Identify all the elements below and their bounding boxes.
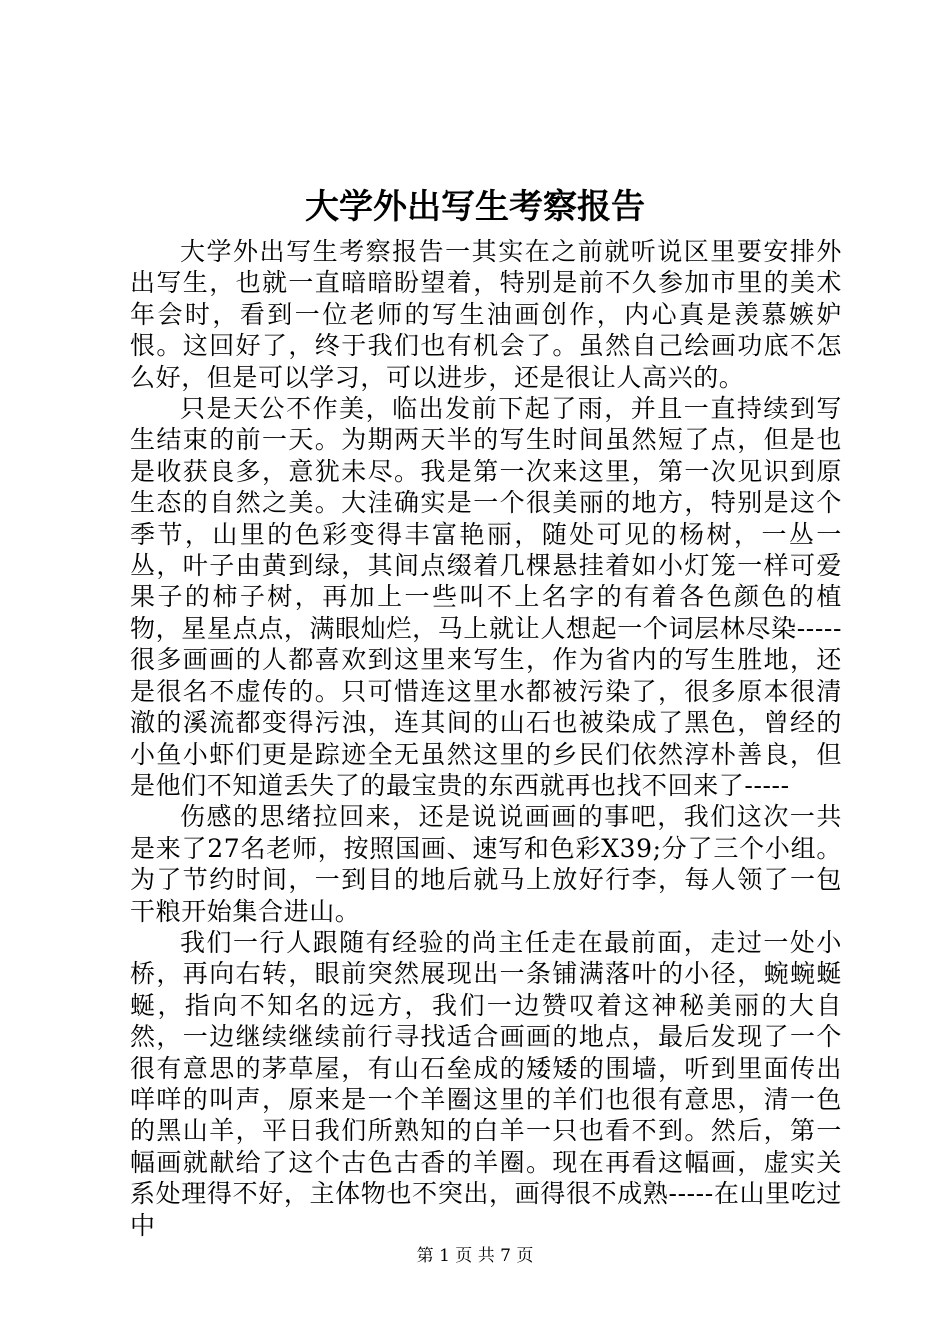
paragraph: 只是天公不作美，临出发前下起了雨，并且一直持续到写生结束的前一天。为期两天半的写生时间虽然短了点，但是也是收获良多，意犹未尽。我是第一次来这里，第一次见识到原生态的自然之美。大洼确实是一个很美丽的地方，特别是这个季节，山里的色彩变得丰富艳丽，随处可见的杨树，一丛一丛，叶子由黄到绿，其间点缀着几棵悬挂着如小灯笼一样可爱果子的柿子树，再加上一些叫不上名字的有着各色颜色的植物，星星点点，满眼灿烂，马上就让人想起一个词层林尽染-----很多画画的人都喜欢到这里来写生，作为省内的写生胜地，还是很名不虚传的。只可惜连这里水都被污染了，很多原本很清澈的溪流都变得污浊，连其间的山石也被染成了黑色，曾经的小鱼小虾们更是踪迹全无虽然这里的乡民们依然淳朴善良，但是他们不知道丢失了的最宝贵的东西就再也找不回来了----- bbox=[130, 394, 842, 800]
paragraph: 伤感的思绪拉回来，还是说说画画的事吧，我们这次一共是来了27名老师，按照国画、速写和色彩X39;分了三个小组。为了节约时间，一到目的地后就马上放好行李，每人领了一包干粮开始集合进山。 bbox=[130, 802, 842, 926]
document-title: 大学外出写生考察报告 bbox=[305, 187, 645, 227]
page-number-footer: 第 1 页 共 7 页 bbox=[416, 1246, 534, 1266]
document-body bbox=[130, 236, 842, 1241]
paragraph: 大学外出写生考察报告一其实在之前就听说区里要安排外出写生，也就一直暗暗盼望着，特别是前不久参加市里的美术年会时，看到一位老师的写生油画创作，内心真是羡慕嫉妒恨。这回好了，终于我们也有机会了。虽然自己绘画功底不怎么好，但是可以学习，可以进步，还是很让人高兴的。 bbox=[130, 237, 842, 392]
paragraph: 我们一行人跟随有经验的尚主任走在最前面，走过一处小桥，再向右转，眼前突然展现出一条铺满落叶的小径，蜿蜿蜒蜒，指向不知名的远方，我们一边赞叹着这神秘美丽的大自然，一边继续继续前行寻找适合画画的地点，最后发现了一个很有意思的茅草屋，有山石垒成的矮矮的围墙，听到里面传出咩咩的叫声，原来是一个羊圈这里的羊们也很有意思，清一色的黑山羊，平日我们所熟知的白羊一只也看不到。然后，第一幅画就献给了这个古色古香的羊圈。现在再看这幅画，虚实关系处理得不好，主体物也不突出，画得很不成熟-----在山里吃过中 bbox=[130, 927, 842, 1240]
